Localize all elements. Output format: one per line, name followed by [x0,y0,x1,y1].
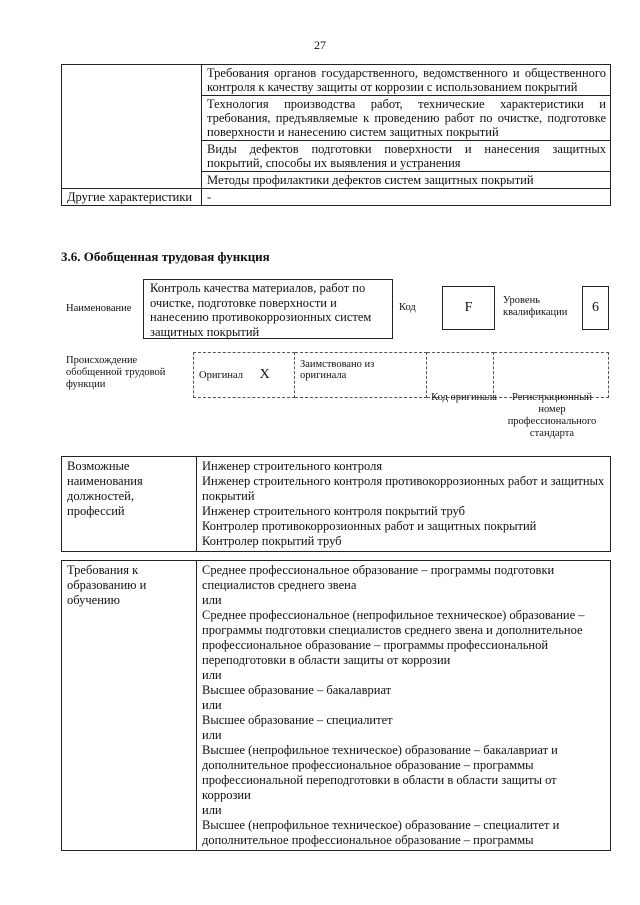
other-characteristics-value: - [202,189,611,206]
knowledge-table [61,64,611,206]
education-line: Высшее (непрофильное техническое) образование – специалитет и дополнительное профессиональное образование – программы [202,818,560,847]
education-line: или [202,803,222,817]
other-characteristics-label: Другие характеристики [62,189,202,206]
level-label: Уровень квалификации [503,295,568,318]
knowledge-item: Требования органов государственного, ведомственного и общественного контроля к качеству защиты от коррозии с использованием покрытий [202,65,611,96]
code-label: Код [399,302,416,313]
origin-reg-caption: Регистрационный номер профессионального стандарта [507,392,597,439]
knowledge-item: Методы профилактики дефектов систем защитных покрытий [202,172,611,189]
education-line: Высшее (непрофильное техническое) образование – бакалавриат и дополнительное профессиональное образование – программы профессиональной переподготовки в области в области защиты от коррозии [202,743,558,802]
education-line: или [202,593,222,607]
profession-item: Инженер строительного контроля покрытий труб [202,504,465,518]
education-line: Среднее профессиональное образование – программы подготовки специалистов среднего звена [202,563,555,592]
knowledge-label-cell [62,65,202,189]
origin-code-cell [427,353,494,398]
education-line: Среднее профессиональное (непрофильное техническое) образование – программы подготовки специалистов среднего звена и дополнительное профессиональное образование – программы профессиональной переподготовки в области защиты от коррозии [202,608,585,667]
knowledge-item: Технология производства работ, технические характеристики и требования, предъявляемые к проведению работ по очистке, подготовке поверхности и нанесению систем защитных покрытий [202,96,611,141]
origin-original-cell [194,353,295,398]
professions-list [197,457,611,552]
code-value: F [442,286,495,330]
level-value: 6 [582,286,609,330]
origin-label: Происхождение обобщенной трудовой функции [66,355,166,390]
profession-item: Инженер строительного контроля противокоррозионных работ и защитных покрытий [202,474,605,503]
education-list [197,561,611,851]
profession-item: Контролер покрытий труб [202,534,342,548]
education-table [61,560,611,851]
origin-original-mark: X [259,367,270,382]
education-line: Высшее образование – бакалавриат [202,683,392,697]
origin-borrowed-label: Заимствовано из оригинала [295,353,427,398]
education-line: или [202,698,222,712]
profession-item: Инженер строительного контроля [202,459,383,473]
education-line: Высшее образование – специалитет [202,713,393,727]
page-number: 27 [314,38,326,52]
origin-original-label: Оригинал [199,370,243,381]
professions-label: Возможные наименования должностей, профессий [62,457,197,552]
professions-table [61,456,611,552]
profession-item: Контролер противокоррозионных работ и защитных покрытий [202,519,537,533]
education-line: или [202,668,222,682]
education-label: Требования к образованию и обучению [62,561,197,851]
origin-reg-cell [494,353,609,398]
knowledge-item: Виды дефектов подготовки поверхности и нанесения защитных покрытий, способы их выявления и устранения [202,141,611,172]
name-label: Наименование [66,303,132,314]
name-value: Контроль качества материалов, работ по очистке, подготовке поверхности и нанесению противокоррозионных систем защитных покрытий [143,279,393,339]
origin-code-caption: Код оригинала [431,392,497,403]
education-line: или [202,728,222,742]
section-title: 3.6. Обобщенная трудовая функция [61,249,270,264]
